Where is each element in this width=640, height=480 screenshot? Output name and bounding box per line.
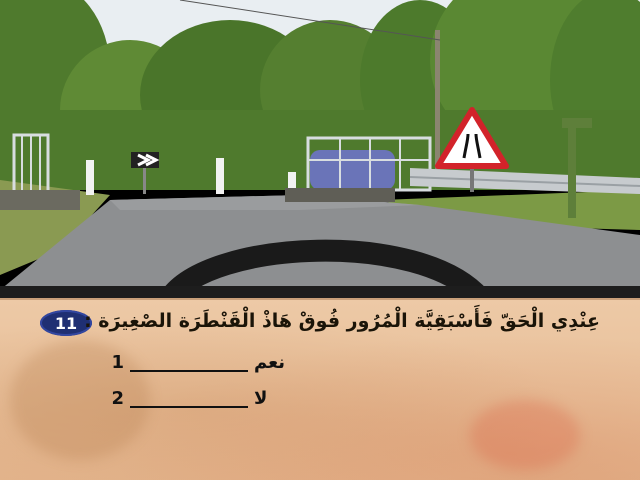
answer-number: 2 (111, 388, 124, 409)
answer-option-1[interactable] (108, 352, 290, 373)
answer-underline (130, 360, 248, 372)
question-number: 11 (54, 313, 78, 333)
answer-label: لا (254, 388, 268, 409)
answer-underline (130, 396, 248, 408)
question-text: عِنْدِي الْحَقّ فَأَسْبَقِيَّة الْمُرُور فُوقْ هَاذْ الْقَنْطَرَة الصْغِيرَة : (84, 310, 600, 332)
answer-option-2[interactable] (108, 388, 290, 409)
answer-number: 1 (111, 352, 124, 373)
answer-label: نعم (254, 352, 286, 373)
question-panel (0, 298, 640, 480)
